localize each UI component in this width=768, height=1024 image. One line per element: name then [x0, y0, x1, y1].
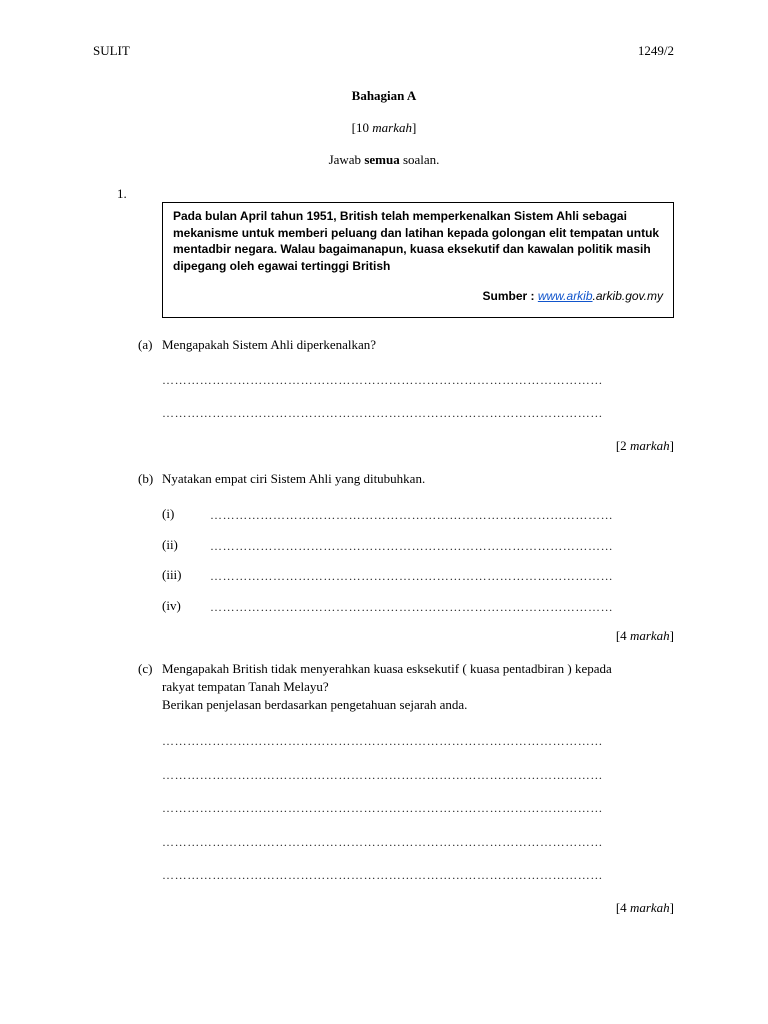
part-b-label: (b): [138, 471, 154, 486]
source-box: [162, 202, 674, 318]
part-a-label: (a): [138, 337, 153, 352]
header-classification: SULIT: [93, 43, 130, 58]
part-c-question-line-2: rakyat tempatan Tanah Melayu?: [162, 679, 329, 694]
question-number: 1.: [117, 186, 127, 201]
part-c-label: (c): [138, 661, 153, 676]
part-a-answer-line-1[interactable]: ……………………………………………………………………………………………: [162, 373, 603, 387]
part-b-item-label: (iv): [162, 598, 181, 613]
part-c-instruction: Berikan penjelasan berdasarkan pengetahuan sejarah anda.: [162, 697, 468, 712]
source-text: Pada bulan April tahun 1951, British telah memperkenalkan Sistem Ahli sebagai mekanisme untuk memberi peluang dan latihan kepada golongan elit tempatan untuk mentadbir negara. Walau bagaimanapun, kuasa eksekutif dan kawalan politik masih dipegang oleh egawai tertinggi British: [173, 209, 660, 273]
part-b-marks: [4 markah]: [615, 628, 674, 643]
section-title: Bahagian A: [351, 88, 417, 103]
part-c-answer-line-2[interactable]: ……………………………………………………………………………………………: [162, 768, 603, 782]
part-c-answer-line-3[interactable]: ……………………………………………………………………………………………: [162, 801, 603, 815]
part-b-item-label: (ii): [162, 537, 178, 552]
section-instruction: Jawab semua soalan.: [328, 152, 440, 167]
part-c-question-line-1: Mengapakah British tidak menyerahkan kuasa esksekutif ( kuasa pentadbiran ) kepada: [162, 661, 612, 676]
part-a-marks: [2 markah]: [615, 438, 674, 453]
part-c-marks: [4 markah]: [615, 900, 674, 915]
part-c-answer-line-1[interactable]: ……………………………………………………………………………………………: [162, 734, 603, 748]
part-b-answer-line[interactable]: ……………………………………………………………………………………: [210, 569, 614, 583]
part-b-item-label: (iii): [162, 567, 182, 582]
part-b-question: Nyatakan empat ciri Sistem Ahli yang ditubuhkan.: [162, 471, 426, 486]
part-a-question: Mengapakah Sistem Ahli diperkenalkan?: [162, 337, 377, 352]
part-c-answer-line-4[interactable]: ……………………………………………………………………………………………: [162, 835, 603, 849]
part-b-answer-line[interactable]: ……………………………………………………………………………………: [210, 600, 614, 614]
source-citation: Sumber : www.arkib.arkib.gov.my: [482, 289, 663, 303]
part-b-answer-line[interactable]: ……………………………………………………………………………………: [210, 508, 614, 522]
header-paper-code: 1249/2: [637, 43, 674, 58]
section-marks: [10 markah]: [351, 120, 417, 135]
part-a-answer-line-2[interactable]: ……………………………………………………………………………………………: [162, 406, 603, 420]
part-c-answer-line-5[interactable]: ……………………………………………………………………………………………: [162, 868, 603, 882]
part-b-item-label: (i): [162, 506, 175, 521]
source-link[interactable]: www.arkib: [537, 289, 593, 303]
part-b-answer-line[interactable]: ……………………………………………………………………………………: [210, 539, 614, 553]
